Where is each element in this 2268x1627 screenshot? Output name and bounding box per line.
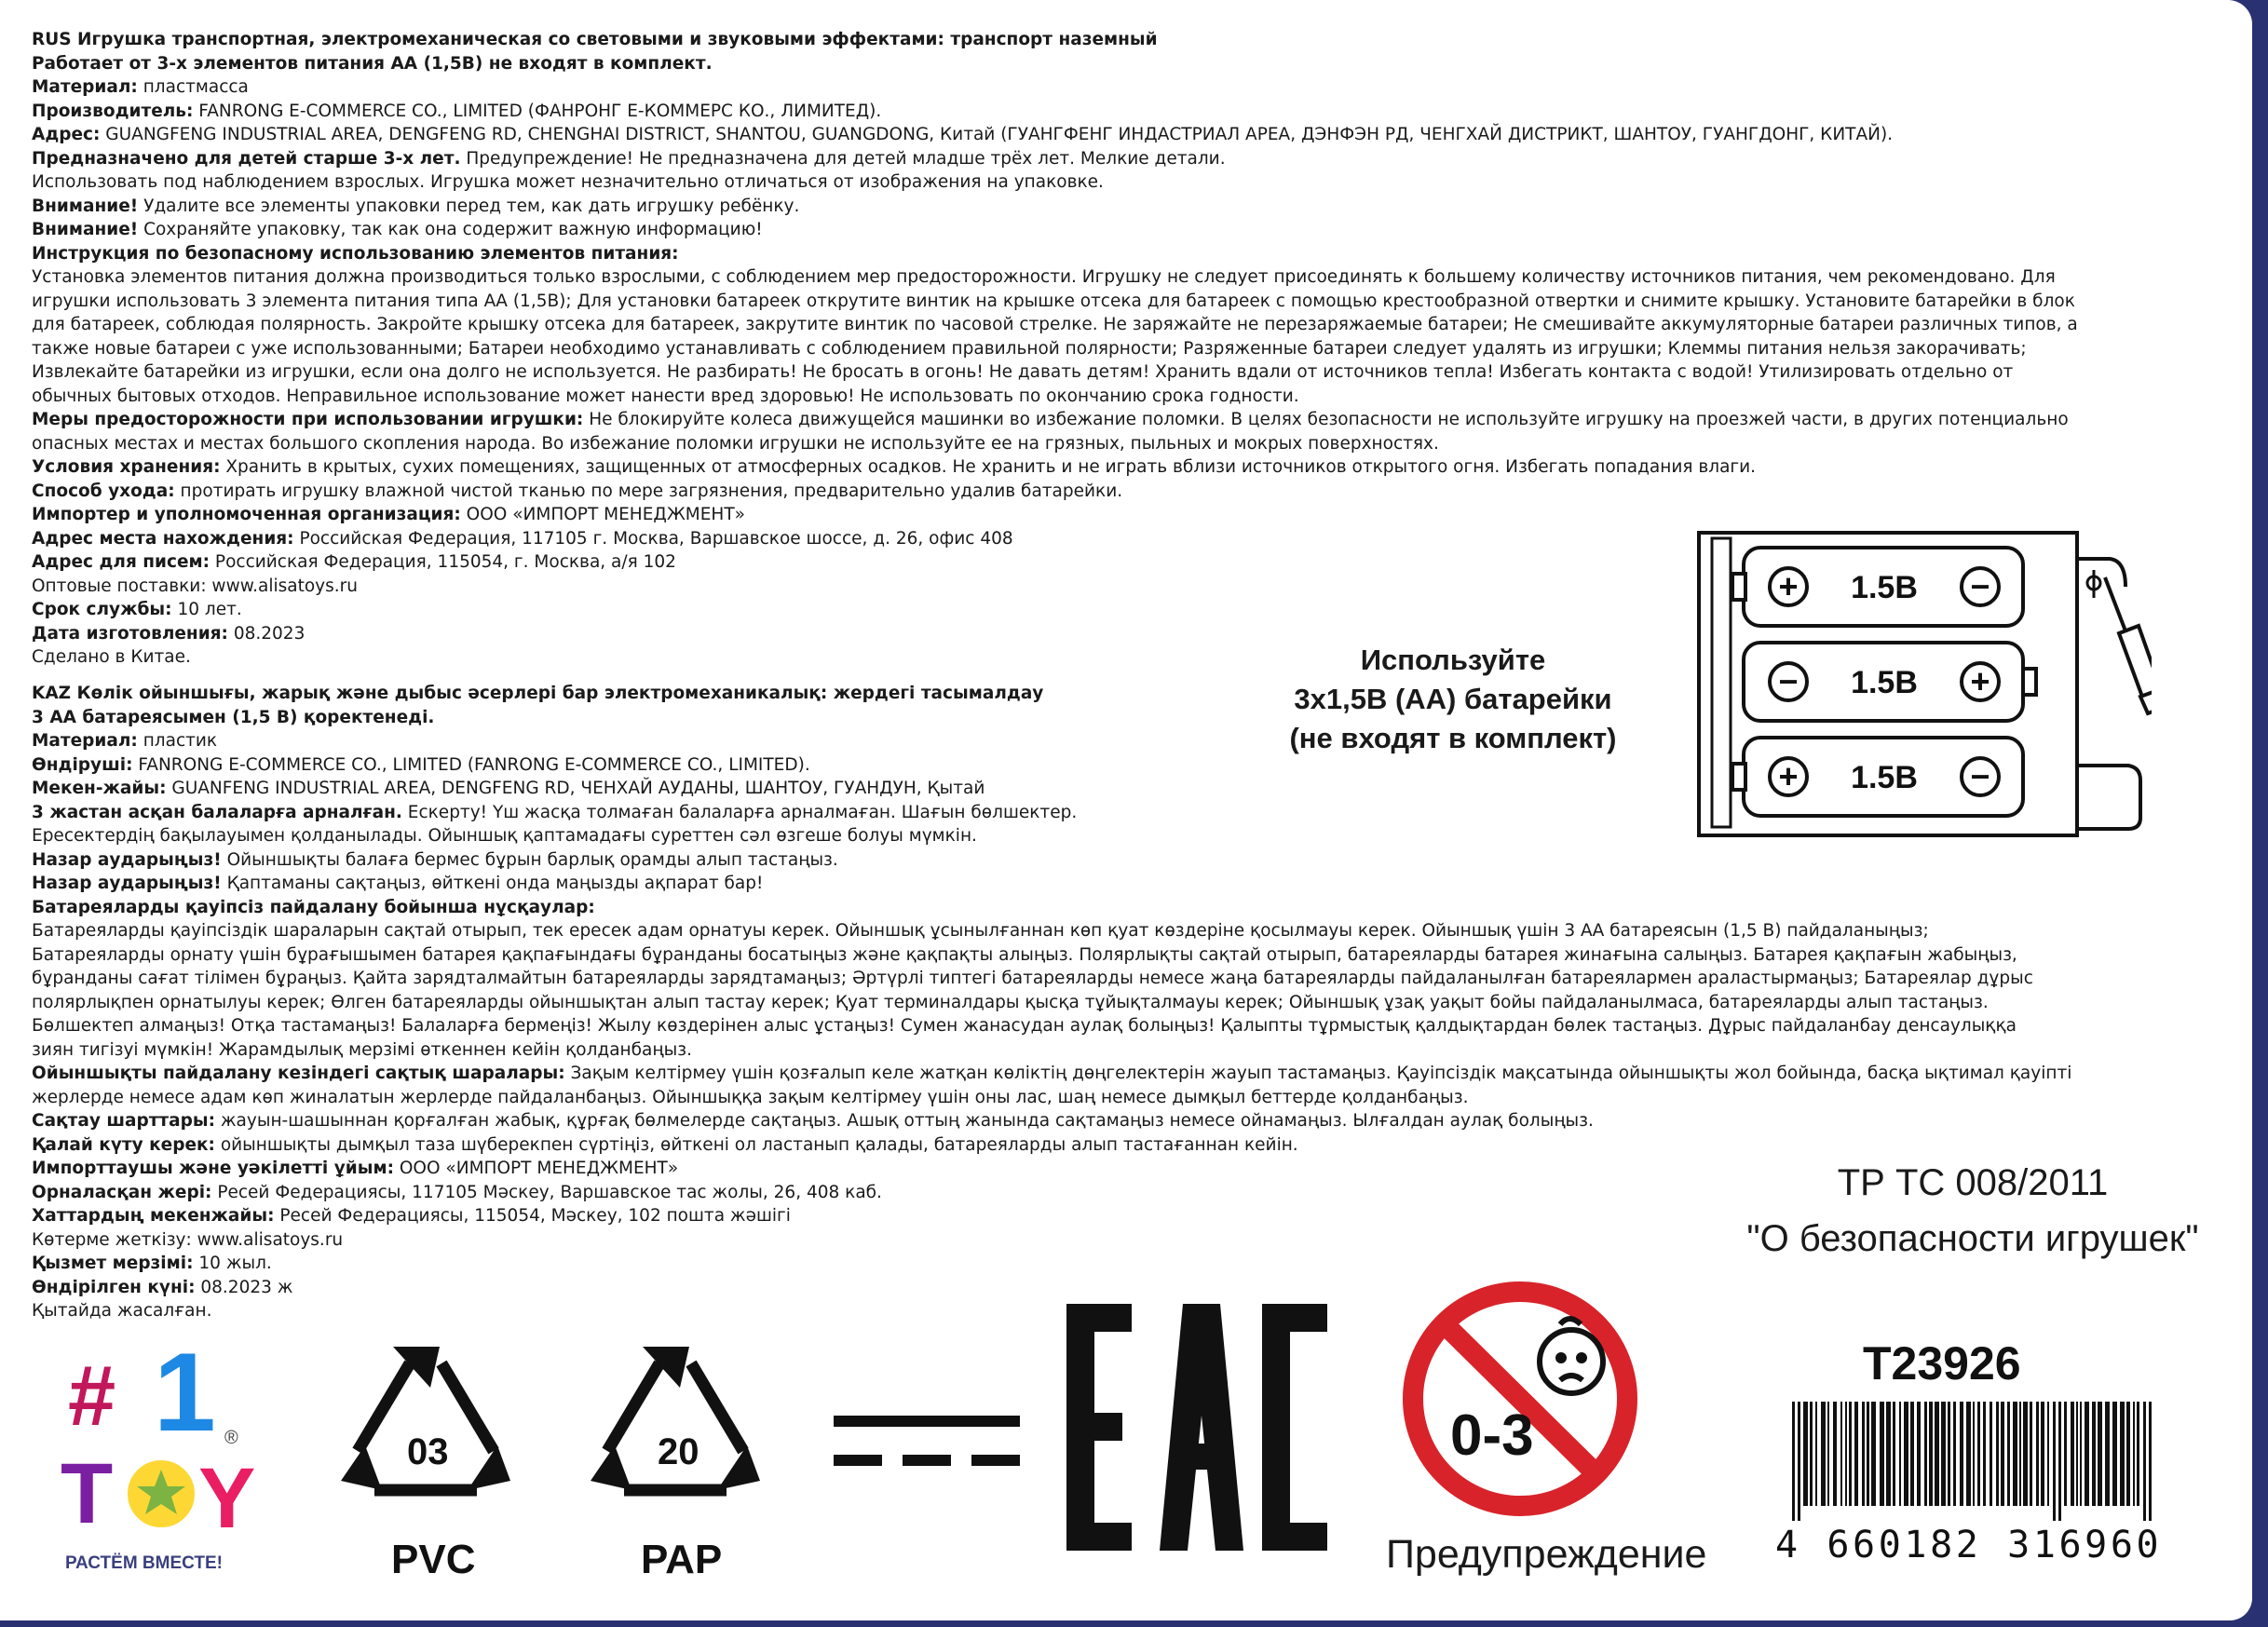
bold-label: Срок службы: xyxy=(32,600,172,619)
rus-text-line xyxy=(32,75,2193,100)
age-range: 0-3 xyxy=(1450,1403,1534,1468)
text-segment: опасных местах и местах большого скопления народа. Во избежание поломки игрушки не используйте ее на грязных, пыльных и мокрых поверхностях. xyxy=(32,433,1439,454)
text-segment: Зақым келтірмеу үшін қозғалып келе жатқан көліктің дөңгелектерін жауып тастамаңыз. Қауіпсіздік мақсатында ойыншықты жол бойында, басқа ықтимал қауіпті xyxy=(564,1064,2072,1083)
recycling-icon-pvc xyxy=(337,1341,514,1509)
kaz-text-line xyxy=(32,1062,2193,1086)
rus-text-line xyxy=(32,337,2193,361)
rus-text-line xyxy=(32,313,2193,337)
barcode-bar xyxy=(1840,1402,1842,1506)
barcode-bar xyxy=(2001,1402,2004,1506)
bold-label: Производитель: xyxy=(32,101,194,121)
text-segment: бұранданы сағат тілімен бұраңыз. Қайта зарядталмайтын батареяларды зарядтамаңыз; Әртүрлі типтегі батареяларды немесе жаңа батареяларды пайдаланылған батареялармен араластырмаңыз; Батареялар дұрыс xyxy=(32,969,2033,988)
age-warning-label: Предупреждение xyxy=(1386,1532,1707,1577)
barcode-bar xyxy=(1867,1402,1869,1506)
regulation-line2: "О безопасности игрушек" xyxy=(1746,1218,2199,1259)
barcode-bar xyxy=(2080,1402,2082,1506)
rus-text-line xyxy=(32,123,2193,147)
battery-notice xyxy=(1248,641,1658,758)
recycling-code-pvc: 03 xyxy=(407,1431,449,1472)
text-segment: Не блокируйте колеса движущейся машинки во избежание поломки. В целях безопасности не используйте игрушку на проезжей части, в других потенциально xyxy=(583,410,2069,429)
barcode-bar xyxy=(2041,1402,2044,1506)
bold-label: Сақтау шарттары: xyxy=(32,1111,215,1131)
svg-text:®: ® xyxy=(224,1428,238,1448)
text-segment: ойыншықты дымқыл таза шүберекпен сүртіңіз, өйткені ол ластанып қалады, батареяларды алып тастағаннан кейін. xyxy=(214,1134,1298,1155)
kaz-text-line xyxy=(32,1086,2193,1110)
barcode-bar xyxy=(1871,1402,1876,1506)
battery-compartment-diagram xyxy=(1695,522,2152,847)
text-segment: жауын-шашыннан қорғалған жабық, құрғақ бөлмелерде сақтаңыз. Ашық оттың жанында сақтамаңыз немесе ойнамаңыз. Ылғалдан аулақ болыңыз. xyxy=(215,1111,1594,1131)
barcode-bar xyxy=(1966,1402,1971,1506)
rus-text-line xyxy=(32,52,2193,76)
rus-text-line xyxy=(32,195,2193,219)
barcode-bar xyxy=(1798,1402,1800,1521)
rus-text-line xyxy=(32,290,2193,314)
bold-label: Өндірілген күні: xyxy=(32,1277,196,1297)
bold-label: 3 жастан асқан балаларға арналған. xyxy=(32,802,402,822)
text-segment: Сохраняйте упаковку, так как она содержит важную информацию! xyxy=(138,220,763,239)
barcode-bar xyxy=(1953,1402,1956,1506)
text-segment: 10 жыл. xyxy=(193,1254,272,1273)
barcode-bar xyxy=(1893,1402,1895,1506)
barcode-bar xyxy=(2007,1402,2010,1506)
svg-text:#: # xyxy=(68,1349,116,1444)
text-segment: Оптовые поставки: www.alisatoys.ru xyxy=(32,576,358,596)
barcode-bar xyxy=(2120,1402,2125,1506)
rus-text-line xyxy=(32,360,2193,385)
barcode-bar xyxy=(2105,1402,2110,1506)
bold-label: Қалай күту керек: xyxy=(32,1134,215,1155)
barcode-bar xyxy=(1996,1402,1999,1506)
barcode-bar xyxy=(1833,1402,1837,1506)
text-segment: Ойыншықты балаға бермес бұрын барлық орамды алып тастаңыз. xyxy=(221,849,838,870)
text-segment: GUANGFENG INDUSTRIAL AREA, DENGFENG RD, CHENGHAI DISTRICT, SHANTOU, GUANGDONG, Китай (ГУАНГФЕНГ ИНДАСТРИАЛ АРЕА, ДЭНФЭН РД, ЧЕНГХАЙ ДИСТРИКТ, ШАНТОУ, ГУАНГДОНГ, КИТАЙ). xyxy=(100,125,1894,144)
text-segment: обычных бытовых отходов. Неправильное использование может нанести вред здоровью! Не использовать по окончанию срока годности. xyxy=(32,386,1299,406)
barcode-bar xyxy=(2047,1402,2049,1506)
barcode-bar xyxy=(1815,1402,1817,1506)
bold-label: Материал: xyxy=(32,731,138,751)
polarity-sign: + xyxy=(1778,757,1799,795)
kaz-text-line xyxy=(32,1014,2193,1038)
barcode-bar xyxy=(1880,1402,1884,1506)
barcode-bar xyxy=(2098,1402,2102,1506)
bold-label: Ойыншықты пайдалану кезіндегі сақтық шаралары: xyxy=(32,1064,565,1083)
rus-text-line xyxy=(32,455,2193,480)
regulation-reference xyxy=(1740,1155,2206,1267)
barcode-bar xyxy=(1941,1402,1946,1506)
polarity-sign: − xyxy=(1970,567,1990,605)
barcode-bar xyxy=(1792,1402,1795,1521)
bold-label: Хаттардың мекенжайы: xyxy=(32,1206,275,1226)
barcode-bar xyxy=(1960,1402,1963,1506)
barcode-bar xyxy=(1827,1402,1829,1506)
text-segment: ООО «ИМПОРТ МЕНЕДЖМЕНТ» xyxy=(460,505,745,524)
barcode-bar xyxy=(1983,1402,1986,1506)
text-segment: также новые батареи с уже использованными; Батареи необходимо устанавливать с соблюдением правильной полярности; Разряженные батареи следует удалять из игрушки; Клеммы питания нельзя закорачивать; xyxy=(32,338,2027,359)
rus-text-line xyxy=(32,480,2193,504)
barcode-bar xyxy=(1910,1402,1914,1506)
barcode-bar xyxy=(1810,1402,1813,1506)
bold-label: Адрес места нахождения: xyxy=(32,528,294,549)
text-segment: пластик xyxy=(137,731,218,751)
text-segment: пластмасса xyxy=(137,77,249,97)
text-segment: 08.2023 ж xyxy=(195,1277,293,1297)
recycling-code-pap: 20 xyxy=(658,1431,699,1472)
barcode-bar xyxy=(1899,1402,1901,1506)
bold-label: Инструкция по безопасному использованию элементов питания: xyxy=(32,243,679,264)
recycling-icon-pap xyxy=(587,1341,764,1509)
bold-label: Назар аударыңыз! xyxy=(32,874,222,893)
barcode-bar xyxy=(1821,1402,1826,1506)
bold-label: Импорттаушы және уәкілетті ұйым: xyxy=(32,1159,394,1178)
polarity-sign: + xyxy=(1778,567,1799,605)
text-segment: 10 лет. xyxy=(171,600,242,619)
bold-label: Импортер и уполномоченная организация: xyxy=(32,505,461,524)
battery-notice-line2: 3х1,5В (АА) батарейки xyxy=(1294,683,1612,715)
battery-voltage-label: 1.5B xyxy=(1851,760,1918,795)
kaz-text-line xyxy=(32,1276,2193,1300)
text-segment: Ескерту! Үш жасқа толмаған балаларға арналмаған. Шағын бөлшектер. xyxy=(401,802,1078,822)
rus-text-line xyxy=(32,432,2193,456)
bold-label: Материал: xyxy=(32,77,138,97)
barcode xyxy=(1788,1402,2161,1521)
svg-text:T: T xyxy=(61,1446,114,1541)
battery-cell xyxy=(1732,548,2023,626)
rus-text-line xyxy=(32,265,2193,290)
kaz-text-line xyxy=(32,967,2193,991)
text-segment: GUANFENG INDUSTRIAL AREA, DENGFENG RD, ЧЕНХАЙ АУДАНЫ, ШАНТОУ, ГУАНДУН, Қытай xyxy=(166,779,985,798)
text-segment: Қаптаманы сақтаңыз, өйткені онда маңызды ақпарат бар! xyxy=(221,874,764,893)
text-segment: ООО «ИМПОРТ МЕНЕДЖМЕНТ» xyxy=(393,1159,679,1178)
bold-label: Способ ухода: xyxy=(32,481,175,501)
barcode-bar xyxy=(2036,1402,2039,1506)
screw-icon xyxy=(2087,570,2100,598)
barcode-bar xyxy=(2013,1402,2017,1506)
barcode-bar xyxy=(1904,1402,1908,1506)
bold-label: Предназначено для детей старше 3-х лет. xyxy=(32,148,461,169)
battery-voltage-label: 1.5B xyxy=(1851,665,1918,700)
barcode-digits: 4 660182 316960 xyxy=(1775,1524,2163,1566)
text-segment: Көтерме жеткізу: www.alisatoys.ru xyxy=(32,1229,344,1250)
kaz-text-line xyxy=(32,872,2193,896)
battery-voltage-label: 1.5B xyxy=(1851,570,1918,605)
barcode-bar xyxy=(2053,1402,2056,1521)
text-segment: Российская Федерация, 117105 г. Москва, Варшавское шоссе, д. 26, офис 408 xyxy=(293,528,1013,549)
kaz-text-line xyxy=(32,896,2193,920)
recycling-material-pap: PAP xyxy=(641,1537,723,1582)
battery-cell xyxy=(1744,643,2036,721)
barcode-bar xyxy=(2064,1402,2067,1506)
battery-notice-line3: (не входят в комплект) xyxy=(1289,722,1617,754)
text-segment: Батареяларды орнату үшін бұрағышымен батарея қақпағындағы бұранданы босатыңыз және қақпақты алыңыз. Полярлықты сақтай отырып, батареяларды батарея жинағына салыңыз. Батарея қақпағын жабыңыз, xyxy=(32,944,2017,965)
kaz-text-line xyxy=(32,1133,2193,1158)
barcode-bar xyxy=(2023,1402,2028,1506)
text-segment: Извлекайте батарейки из игрушки, если она долго не используется. Не разбирать! Не бросать в огонь! Не давать детям! Хранить вдали от источников тепла! Избегать контакта с водой! Утилизировать отдельно от xyxy=(32,362,2014,382)
barcode-bar xyxy=(2137,1402,2139,1506)
text-segment: Российская Федерация, 115054, г. Москва, а/я 102 xyxy=(210,552,676,572)
barcode-bar xyxy=(1935,1402,1939,1506)
barcode-bar xyxy=(1917,1402,1921,1506)
barcode-bar xyxy=(1948,1402,1950,1506)
barcode-bar xyxy=(2092,1402,2096,1506)
bold-label: RUS Игрушка транспортная, электромеханическая со световыми и звуковыми эффектами: транспорт наземный xyxy=(32,30,1158,49)
bold-label: KAZ Көлік ойыншығы, жарық және дыбыс әсерлері бар электромеханикалық: жердегі тасымалдау xyxy=(32,684,1044,703)
text-segment: Ресей Федерациясы, 117105 Мәскеу, Варшавское тас жолы, 26, 408 каб. xyxy=(211,1182,882,1202)
barcode-bar xyxy=(1924,1402,1927,1506)
text-segment: протирать игрушку влажной чистой тканью по мере загрязнения, предварительно удалив батарейки. xyxy=(174,481,1123,501)
bold-label: 3 АА батареясымен (1,5 В) қоректенеді. xyxy=(32,707,435,727)
rus-text-line xyxy=(32,242,2193,266)
text-segment: Батареяларды қауіпсіздік шараларын сақтай отырып, тек ересек адам орнатуы керек. Ойыншық ұсынылғаннан көп қуат көздеріне қосылмауы керек. Ойыншық үшін 3 АА батареясын (1,5 В) пайдаланыңыз; xyxy=(32,921,1929,941)
bold-label: Өндіруші: xyxy=(32,754,133,775)
text-segment: жерлерде немесе адам көп жиналатын жерлерде пайдаланбаңыз. Ойыншыққа зақым келтірмеу үшін оны лас, шаң немесе дымқыл беттерде қолданбаңыз. xyxy=(32,1087,1469,1107)
kaz-text-line xyxy=(32,919,2193,943)
barcode-bar xyxy=(2071,1402,2074,1506)
battery-notice-line1: Используйте xyxy=(1360,644,1546,676)
barcode-bar xyxy=(2085,1402,2089,1506)
text-segment: Қытайда жасалған. xyxy=(32,1301,212,1321)
rus-text-line xyxy=(32,147,2193,171)
barcode-bar xyxy=(1929,1402,1933,1506)
bold-label: Дата изготовления: xyxy=(32,623,228,644)
barcode-bar xyxy=(2058,1402,2061,1521)
barcode-bar xyxy=(1849,1402,1852,1506)
text-segment: Сделано в Китае. xyxy=(32,647,191,667)
eac-mark-icon xyxy=(1066,1304,1327,1551)
bold-label: Меры предосторожности при использовании игрушки: xyxy=(32,410,584,429)
bold-label: Назар аударыңыз! xyxy=(32,849,222,870)
barcode-bar xyxy=(2126,1402,2130,1506)
brand-logo-icon xyxy=(51,1341,284,1551)
text-segment: игрушки использовать 3 элемента питания типа АА (1,5В); Для установки батареек открутите винтик на крышке отсека для батареек с помощью крестообразной отвертки и снимите крышку. Установите батарейки в блок xyxy=(32,291,2075,311)
text-segment: полярлықпен орнатылуы керек; Өлген батареяларды ойыншықтан алып тастау керек; Қуат терминалдары қысқа тұйықталмауы керек; Ойыншық ұзақ уақыт бойы пайдаланылмаса, батареяларды алып тастаңыз. xyxy=(32,992,1989,1012)
text-segment: для батареек, соблюдая полярность. Закройте крышку отсека для батареек, закрутите винтик по часовой стрелке. Не заряжайте не перезаряжаемые батареи; Не смешивайте аккумуляторные батареи различных типов, а xyxy=(32,315,2078,334)
barcode-bar xyxy=(2149,1402,2152,1521)
kaz-text-line xyxy=(32,1038,2193,1063)
polarity-sign: − xyxy=(1778,662,1799,700)
kaz-text-line xyxy=(32,848,2193,873)
svg-text:Y: Y xyxy=(198,1451,256,1546)
polarity-sign: − xyxy=(1970,757,1990,795)
kaz-text-line xyxy=(32,991,2193,1015)
product-code: T23926 xyxy=(1863,1337,2021,1390)
text-segment: Удалите все элементы упаковки перед тем, как дать игрушку ребёнку. xyxy=(138,196,800,216)
barcode-bar xyxy=(1854,1402,1858,1506)
brand-slogan: РАСТЁМ ВМЕСТЕ! xyxy=(65,1553,223,1573)
bold-label: Адрес для писем: xyxy=(32,552,211,572)
bold-label: Батареяларды қауіпсіз пайдалану бойынша нұсқаулар: xyxy=(32,897,595,917)
barcode-bar xyxy=(1990,1402,1992,1506)
bold-label: Условия хранения: xyxy=(32,457,221,477)
regulation-line1: ТР ТС 008/2011 xyxy=(1837,1162,2109,1203)
barcode-bar xyxy=(1973,1402,1975,1506)
text-segment: FANRONG E-COMMERCE CO., LIMITED (FANRONG E-COMMERCE CO., LIMITED). xyxy=(132,754,810,775)
barcode-bar xyxy=(1803,1402,1808,1506)
kaz-text-line xyxy=(32,943,2193,968)
text-segment: Бөлшектеп алмаңыз! Отқа тастамаңыз! Балаларға бермеңіз! Жылу көздерінен алыс ұстаңыз! Сумен жанасудан аулақ болыңыз! Қалыпты тұрмыстық қалдықтардан бөлек тастаңыз. Дұрыс пайдаланбау денсаулыққа xyxy=(32,1016,2017,1036)
text-segment: Использовать под наблюдением взрослых. Игрушка может незначительно отличаться от изображения на упаковке. xyxy=(32,172,1104,192)
kaz-text-line xyxy=(32,1109,2193,1133)
barcode-bar xyxy=(1862,1402,1865,1506)
barcode-bar xyxy=(2112,1402,2117,1506)
text-segment: Ресей Федерациясы, 115054, Мәскеу, 102 пошта жәшігі xyxy=(274,1206,791,1226)
bold-label: Работает от 3-х элементов питания АА (1,5В) не входят в комплект. xyxy=(32,53,713,74)
recycling-material-pvc: PVC xyxy=(391,1537,476,1582)
text-segment: Ересектердің бақылауымен қолданылады. Ойыншық қаптамадағы суреттен сәл өзгеше болуы мүмкін. xyxy=(32,826,977,846)
bold-label: Внимание! xyxy=(32,196,139,216)
barcode-bar xyxy=(1886,1402,1891,1506)
text-segment: Хранить в крытых, сухих помещениях, защищенных от атмосферных осадков. Не хранить и не играть вблизи источников открытого огня. Избегать попадания влаги. xyxy=(220,457,1757,477)
text-segment: зиян тигізуі мүмкін! Жарамдылық мерзімі өткеннен кейін қолданбаңыз. xyxy=(32,1039,692,1060)
barcode-bar xyxy=(1977,1402,1980,1506)
text-segment: FANRONG E-COMMERCE CO., LIMITED (ФАНРОНГ Е-КОММЕРС КО., ЛИМИТЕД). xyxy=(193,101,882,121)
text-segment: Установка элементов питания должна производиться только взрослыми, с соблюдением мер предосторожности. Игрушку не следует присоединять к большему количеству источников питания, чем рекомендовано. Для xyxy=(32,267,2056,287)
rus-text-line xyxy=(32,385,2193,409)
direct-current-icon xyxy=(834,1416,1020,1471)
rus-text-line xyxy=(32,100,2193,124)
bold-label: Мекен-жайы: xyxy=(32,779,167,798)
barcode-bar xyxy=(2143,1402,2146,1521)
bold-label: Қызмет мерзімі: xyxy=(32,1254,194,1273)
bold-label: Адрес: xyxy=(32,125,101,144)
svg-text:1: 1 xyxy=(154,1341,216,1455)
barcode-bar xyxy=(2019,1402,2021,1506)
age-restriction-icon xyxy=(1394,1276,1646,1523)
text-segment: 08.2023 xyxy=(227,623,306,644)
barcode-bar xyxy=(1845,1402,1847,1506)
rus-text-line xyxy=(32,170,2193,195)
screwdriver-icon xyxy=(2105,577,2152,713)
barcode-bar xyxy=(2076,1402,2078,1506)
bold-label: Орналасқан жері: xyxy=(32,1182,212,1202)
barcode-bar xyxy=(2133,1402,2135,1506)
bold-label: Внимание! xyxy=(32,220,139,239)
rus-text-line xyxy=(32,218,2193,242)
text-segment: Предупреждение! Не предназначена для детей младше трёх лет. Мелкие детали. xyxy=(460,148,1226,169)
rus-text-line xyxy=(32,408,2193,432)
battery-cell xyxy=(1732,738,2023,816)
rus-text-line xyxy=(32,28,2193,52)
polarity-sign: + xyxy=(1970,662,1990,700)
barcode-bar xyxy=(2030,1402,2032,1506)
